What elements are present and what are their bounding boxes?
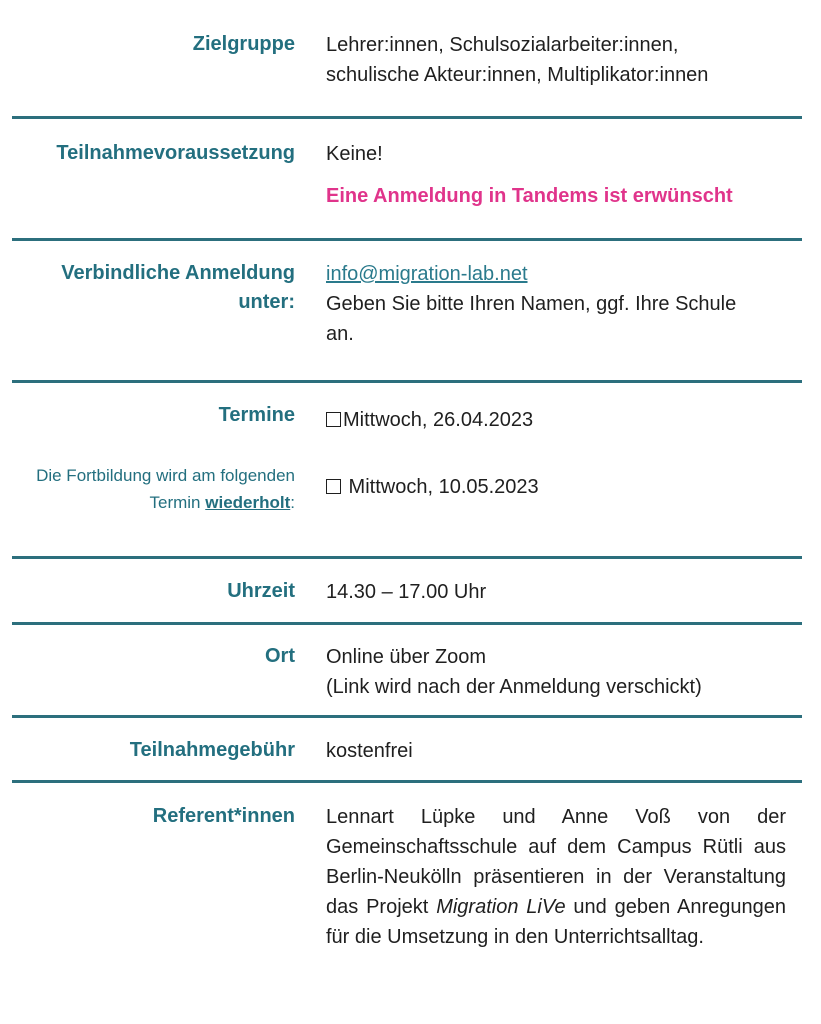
referent-text-before: Lennart Lüpke und Anne Voß von der Gemeinschaftsschule auf dem Campus Rütli aus Berlin-Neukölln präsentieren in der Veranstaltung das Projekt <box>326 806 786 918</box>
referent-text-after: und geben Anregungen für die Umsetzung in den Unterrichtsalltag. <box>326 896 786 948</box>
teilnahme-label: Teilnahmevoraussetzung <box>56 142 295 164</box>
anmeldung-label-line1: Verbindliche Anmeldung <box>61 262 295 284</box>
date2: Mittwoch, 10.05.2023 <box>343 476 539 498</box>
divider <box>12 380 802 383</box>
divider <box>12 780 802 783</box>
ort-line2: (Link wird nach der Anmeldung verschickt) <box>326 676 702 698</box>
divider <box>12 622 802 625</box>
ort-value <box>326 642 786 702</box>
divider <box>12 715 802 718</box>
checkbox-icon[interactable] <box>326 479 341 494</box>
ort-line1: Online über Zoom <box>326 646 487 668</box>
gebuehr-value: kostenfrei <box>326 740 413 762</box>
date1: Mittwoch, 26.04.2023 <box>343 409 534 431</box>
divider <box>12 116 802 119</box>
ort-label: Ort <box>265 645 295 667</box>
date2-row <box>326 472 786 502</box>
repeat-emph: wiederholt <box>205 493 291 512</box>
email-link[interactable]: info@migration-lab.net <box>326 263 528 285</box>
uhrzeit-label: Uhrzeit <box>227 580 295 602</box>
anmeldung-value <box>326 259 786 349</box>
referent-text <box>326 802 786 952</box>
tandem-highlight: Eine Anmeldung in Tandems ist erwünscht <box>326 185 733 207</box>
zielgruppe-label: Zielgruppe <box>192 33 295 55</box>
project-name: Migration LiVe <box>436 896 566 918</box>
teilnahme-value: Keine! <box>326 143 383 165</box>
referent-label: Referent*innen <box>152 805 295 827</box>
anmeldung-note: Geben Sie bitte Ihren Namen, ggf. Ihre Schule an. <box>326 293 737 345</box>
date1-row <box>326 405 786 435</box>
termine-label: Termine <box>218 404 295 426</box>
repeat-suffix: : <box>290 493 295 512</box>
divider <box>12 238 802 241</box>
zielgruppe-line2: schulische Akteur:innen, Multiplikator:innen <box>326 64 709 86</box>
repeat-prefix: Die Fortbildung wird am folgenden Termin <box>36 466 295 512</box>
uhrzeit-value: 14.30 – 17.00 Uhr <box>326 581 487 603</box>
anmeldung-label <box>61 259 295 317</box>
zielgruppe-line1: Lehrer:innen, Schulsozialarbeiter:innen, <box>326 34 679 56</box>
repeat-note <box>35 462 295 516</box>
zielgruppe-value <box>326 30 786 90</box>
gebuehr-label: Teilnahmegebühr <box>129 739 295 761</box>
anmeldung-label-line2: unter: <box>238 291 295 313</box>
checkbox-icon[interactable] <box>326 412 341 427</box>
divider <box>12 556 802 559</box>
